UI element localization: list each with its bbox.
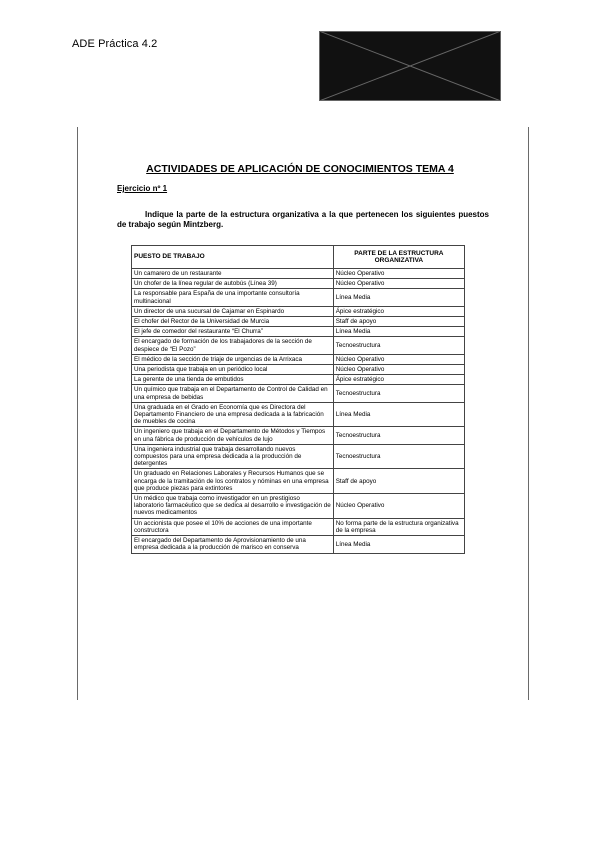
table-row: [132, 317, 465, 327]
job-position-cell: Un camarero de un restaurante: [132, 269, 334, 279]
table-row: [132, 337, 465, 354]
structure-part-cell: Núcleo Operativo: [333, 354, 464, 364]
table-row: [132, 289, 465, 306]
job-position-cell: Un chofer de la línea regular de autobús (Línea 39): [132, 279, 334, 289]
job-structure-table: [131, 245, 465, 554]
table-row: [132, 269, 465, 279]
job-position-cell: Un graduado en Relaciones Laborales y Recursos Humanos que se encarga de la tramitación de los contratos y nóminas en una empresa que produce piezas para extintores: [132, 469, 334, 494]
structure-part-cell: Tecnoestructura: [333, 427, 464, 444]
job-position-cell: Un químico que trabaja en el Departamento de Control de Calidad en una empresa de bebidas: [132, 385, 334, 402]
job-position-cell: La responsable para España de una importante consultoría multinacional: [132, 289, 334, 306]
table-row: [132, 427, 465, 444]
redacted-image-placeholder: [319, 31, 501, 101]
page-header-label: ADE Práctica 4.2: [72, 38, 158, 50]
job-position-cell: El médico de la sección de triaje de urgencias de la Arrixaca: [132, 354, 334, 364]
table-row: [132, 402, 465, 427]
crossed-out-box-icon: [319, 31, 501, 101]
job-position-cell: Una ingeniera industrial que trabaja desarrollando nuevos compuestos para una empresa dedicada a la producción de detergentes: [132, 444, 334, 469]
structure-part-cell: Núcleo Operativo: [333, 365, 464, 375]
job-position-cell: Un accionista que posee el 10% de acciones de una importante constructora: [132, 518, 334, 535]
job-position-cell: Un ingeniero que trabaja en el Departamento de Métodos y Tiempos en una fábrica de producción de vehículos de lujo: [132, 427, 334, 444]
structure-part-cell: Tecnoestructura: [333, 385, 464, 402]
table-row: [132, 279, 465, 289]
table-row: [132, 306, 465, 316]
job-position-cell: Un médico que trabaja como investigador en un prestigioso laboratorio farmacéutico que se dedica al desarrollo e investigación de nuevos medicamentos: [132, 494, 334, 519]
structure-part-cell: Núcleo Operativo: [333, 494, 464, 519]
table-body: [132, 269, 465, 554]
table-row: [132, 354, 465, 364]
structure-part-cell: Ápice estratégico: [333, 306, 464, 316]
exercise-instruction: Indique la parte de la estructura organizativa a la que pertenecen los siguientes puestos de trabajo según Mintzberg.: [117, 210, 489, 229]
structure-part-cell: Línea Media: [333, 536, 464, 553]
structure-part-cell: Núcleo Operativo: [333, 269, 464, 279]
structure-part-cell: Línea Media: [333, 402, 464, 427]
structure-part-cell: Tecnoestructura: [333, 337, 464, 354]
structure-part-cell: Ápice estratégico: [333, 375, 464, 385]
document-title: ACTIVIDADES DE APLICACIÓN DE CONOCIMIENTOS TEMA 4: [146, 163, 454, 175]
structure-part-cell: Núcleo Operativo: [333, 279, 464, 289]
table-row: [132, 444, 465, 469]
job-position-cell: El encargado del Departamento de Aprovisionamiento de una empresa dedicada a la producción de marisco en conserva: [132, 536, 334, 553]
table-row: [132, 494, 465, 519]
table-row: [132, 365, 465, 375]
structure-part-cell: Tecnoestructura: [333, 444, 464, 469]
structure-part-cell: Staff de apoyo: [333, 469, 464, 494]
job-position-cell: El chofer del Rector de la Universidad de Murcia: [132, 317, 334, 327]
job-position-cell: El encargado de formación de los trabajadores de la sección de despiece de “El Pozo”: [132, 337, 334, 354]
structure-part-cell: Línea Media: [333, 289, 464, 306]
structure-part-cell: Línea Media: [333, 327, 464, 337]
table-row: [132, 518, 465, 535]
table-row: [132, 375, 465, 385]
job-position-cell: El jefe de comedor del restaurante “El Churra”: [132, 327, 334, 337]
job-position-cell: Una graduada en el Grado en Economía que es Directora del Departamento Financiero de una empresa dedicada a la fabricación de muebles de cocina: [132, 402, 334, 427]
table-row: [132, 469, 465, 494]
table-row: [132, 536, 465, 553]
job-position-cell: La gerente de una tienda de embutidos: [132, 375, 334, 385]
table-row: [132, 385, 465, 402]
structure-part-cell: Staff de apoyo: [333, 317, 464, 327]
exercise-label: Ejercicio nº 1: [117, 184, 168, 193]
header-job-position: PUESTO DE TRABAJO: [132, 246, 334, 269]
header-structure-part: PARTE DE LA ESTRUCTURA ORGANIZATIVA: [333, 246, 464, 269]
structure-part-cell: No forma parte de la estructura organizativa de la empresa: [333, 518, 464, 535]
table-header-row: [132, 246, 465, 269]
table-row: [132, 327, 465, 337]
job-position-cell: Un director de una sucursal de Cajamar en Espinardo: [132, 306, 334, 316]
job-position-cell: Una periodista que trabaja en un periódico local: [132, 365, 334, 375]
